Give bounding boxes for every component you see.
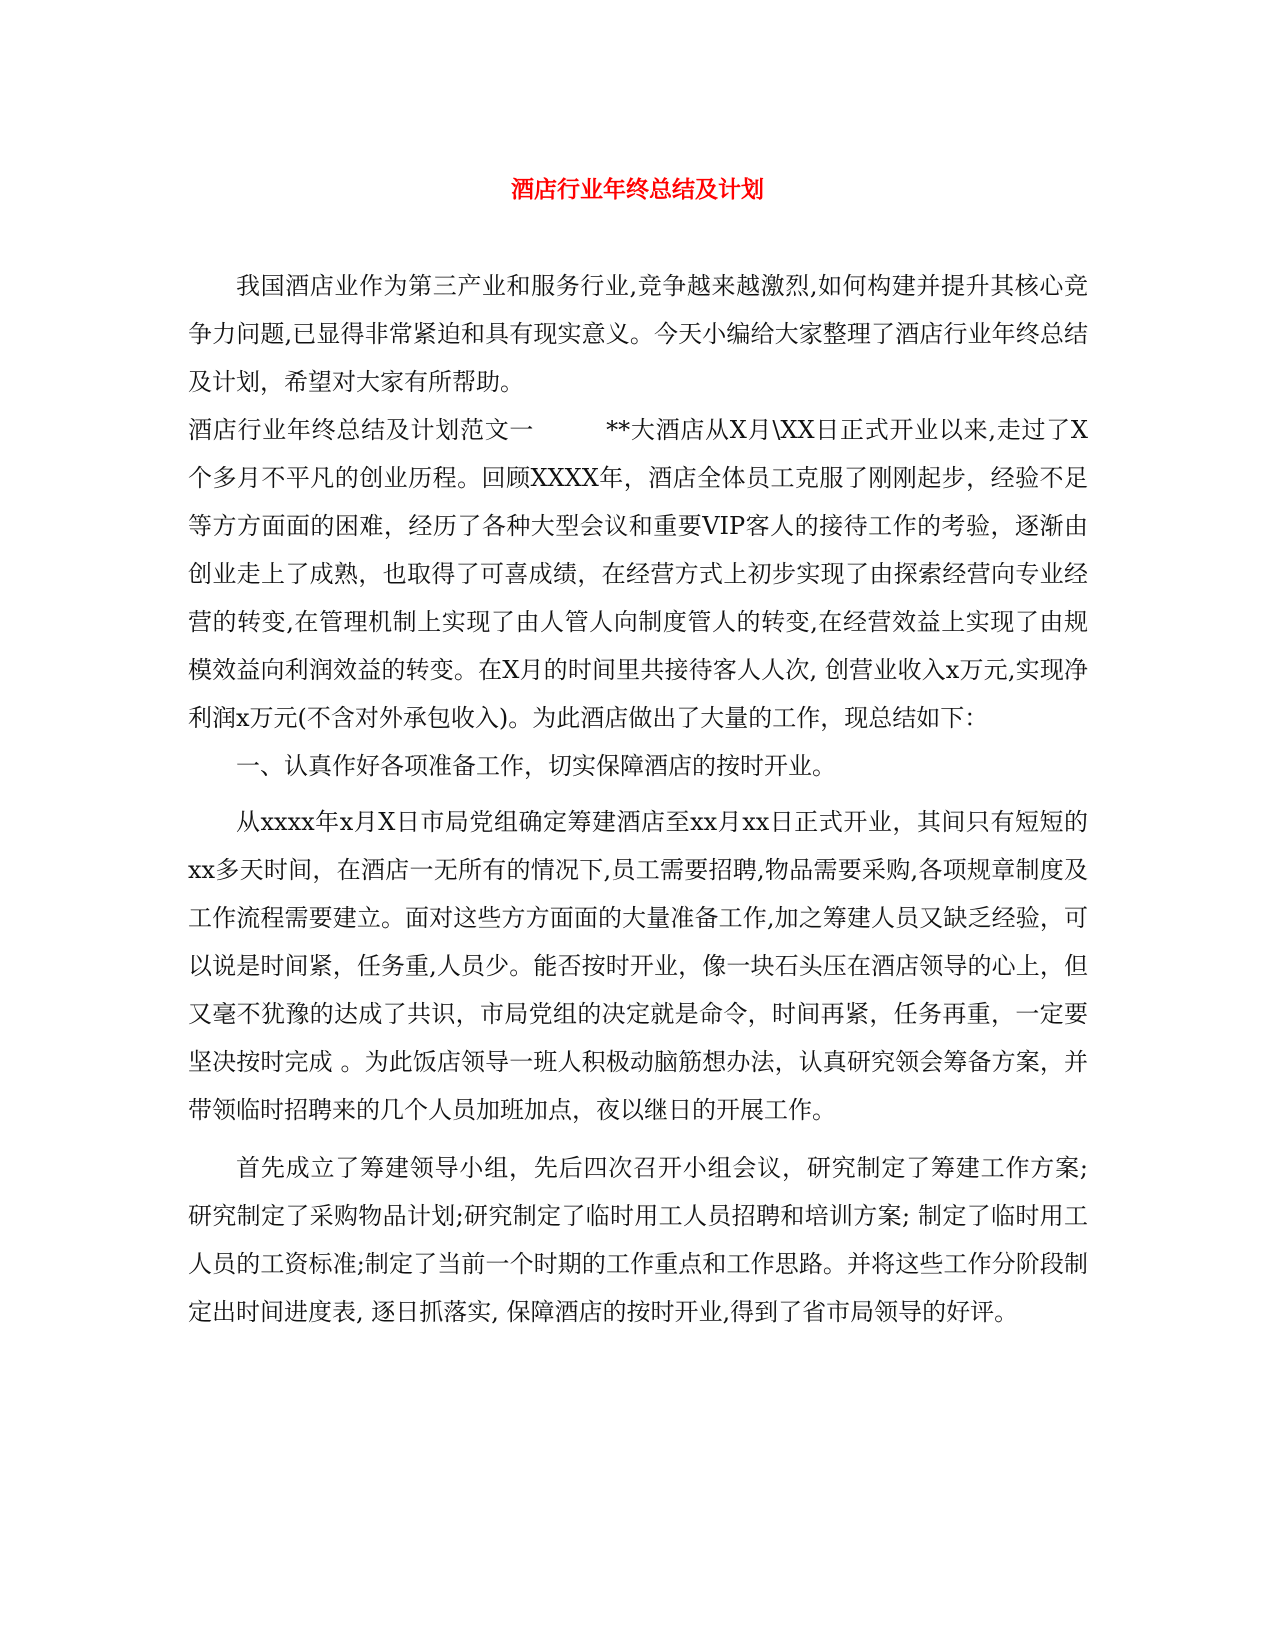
- document-title: 酒店行业年终总结及计划: [511, 176, 764, 203]
- paragraph-preparation: 从xxxx年x月X日市局党组确定筹建酒店至xx月xx日正式开业，其间只有短短的xx多天时间，在酒店一无所有的情况下,员工需要招聘,物品需要采购,各项规章制度及工作流程需要建立。面对这些方方面面的大量准备工作,加之筹建人员又缺乏经验，可以说是时间紧，任务重,人员少。能否按时开业，像一块石头压在酒店领导的心上，但又毫不犹豫的达成了共识，市局党组的决定就是命令，时间再紧，任务再重，一定要坚决按时完成 。为此饭店领导一班人积极动脑筋想办法，认真研究领会筹备方案，并带领临时招聘来的几个人员加班加点，夜以继日的开展工作。: [188, 808, 1088, 1124]
- sample-lead: **大酒店从X月\XX日正式开业以来,走过了: [606, 416, 1071, 444]
- sample-heading: 酒店行业年终总结及计划范文一: [188, 416, 535, 444]
- paragraph-leadership-group: 首先成立了筹建领导小组，先后四次召开小组会议，研究制定了筹建工作方案; 研究制定了采购物品计划;研究制定了临时用工人员招聘和培训方案; 制定了临时用工人员的工资标准;制定了当前一个时期的工作重点和工作思路。并将这些工作分阶段制定出时间进度表, 逐日抓落实, 保障酒店的按时开业,得到了省市局领导的好评。: [188, 1154, 1088, 1326]
- paragraph-intro: 我国酒店业作为第三产业和服务行业,竞争越来越激烈,如何构建并提升其核心竞争力问题,已显得非常紧迫和具有现实意义。今天小编给大家整理了酒店行业年终总结及计划，希望对大家有所帮助。: [188, 272, 1088, 396]
- document-body: [188, 262, 1088, 1336]
- sample-text: X个多月不平凡的创业历程。回顾XXXX年，酒店全体员工克服了刚刚起步，经验不足等方方面面的困难，经历了各种大型会议和重要VIP客人的接待工作的考验，逐渐由创业走上了成熟，也取得了可喜成绩，在经营方式上初步实现了由探索经营向专业经营的转变,在管理机制上实现了由人管人向制度管人的转变,在经营效益上实现了由规模效益向利润效益的转变。在X月的时间里共接待客人人次, 创营业收入x万元,实现净利润x万元(不含对外承包收入)。为此酒店做出了大量的工作，现总结如下：: [188, 416, 1088, 732]
- section-heading-one: 一、认真作好各项准备工作，切实保障酒店的按时开业。: [236, 752, 836, 780]
- paragraph-sample-one: [188, 406, 1088, 742]
